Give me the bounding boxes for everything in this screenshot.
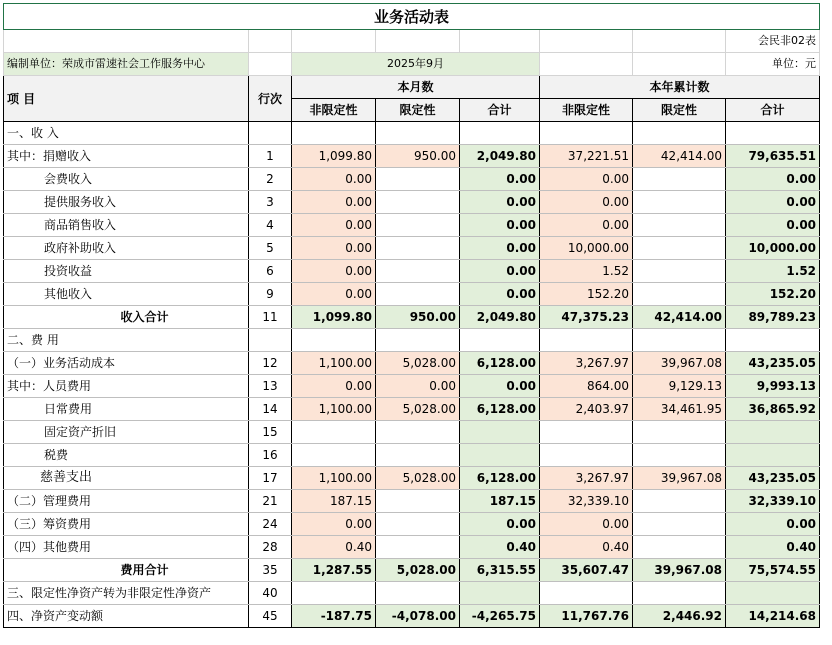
cell-month-restricted[interactable] <box>376 444 460 467</box>
row-line-no[interactable] <box>249 329 292 352</box>
row-line-no[interactable]: 24 <box>249 513 292 536</box>
cell-month-total[interactable]: 187.15 <box>460 490 540 513</box>
table-row <box>4 467 820 490</box>
cell-ytd-total[interactable]: 152.20 <box>726 283 820 306</box>
cell-ytd-restricted[interactable] <box>633 237 726 260</box>
cell-month-unrestricted[interactable]: 0.00 <box>292 513 376 536</box>
row-line-no[interactable]: 1 <box>249 145 292 168</box>
cell-month-unrestricted[interactable]: 0.00 <box>292 214 376 237</box>
cell-ytd-unrestricted[interactable]: 3,267.97 <box>540 467 633 490</box>
row-line-no[interactable]: 17 <box>249 467 292 490</box>
row-line-no[interactable]: 3 <box>249 191 292 214</box>
cell-month-unrestricted[interactable]: 187.15 <box>292 490 376 513</box>
cell[interactable] <box>633 30 726 53</box>
row-label[interactable]: （二）管理费用 <box>4 490 249 513</box>
cell-month-restricted[interactable] <box>376 122 460 145</box>
cell-ytd-total[interactable]: 79,635.51 <box>726 145 820 168</box>
header-ytd-unrestricted[interactable]: 非限定性 <box>540 99 633 122</box>
table-row <box>4 191 820 214</box>
table-row <box>4 536 820 559</box>
cell-month-total[interactable]: 0.00 <box>460 168 540 191</box>
cell-ytd-total[interactable] <box>726 122 820 145</box>
row-label[interactable]: （三）筹资费用 <box>4 513 249 536</box>
cell-month-total[interactable]: 6,128.00 <box>460 467 540 490</box>
cell-ytd-total[interactable]: 43,235.05 <box>726 352 820 375</box>
cell[interactable] <box>540 53 633 76</box>
cell-ytd-restricted[interactable] <box>633 191 726 214</box>
cell-ytd-restricted[interactable] <box>633 283 726 306</box>
cell-ytd-unrestricted[interactable]: 0.40 <box>540 536 633 559</box>
cell[interactable] <box>4 30 249 53</box>
cell-month-total[interactable]: 2,049.80 <box>460 306 540 329</box>
cell-ytd-restricted[interactable] <box>633 421 726 444</box>
cell-ytd-unrestricted[interactable] <box>540 444 633 467</box>
row-line-no[interactable]: 21 <box>249 490 292 513</box>
report-period[interactable]: 2025年9月 <box>292 53 540 76</box>
table-row <box>4 421 820 444</box>
cell-month-total[interactable]: 6,315.55 <box>460 559 540 582</box>
row-label[interactable]: 四、净资产变动额 <box>4 605 249 628</box>
cell-month-total[interactable]: 0.00 <box>460 260 540 283</box>
cell-month-total[interactable] <box>460 421 540 444</box>
table-row <box>4 375 820 398</box>
table-row <box>4 283 820 306</box>
cell-ytd-total[interactable]: 0.40 <box>726 536 820 559</box>
cell-ytd-restricted[interactable] <box>633 122 726 145</box>
table-row <box>4 237 820 260</box>
cell-month-restricted[interactable] <box>376 283 460 306</box>
cell-ytd-restricted[interactable]: 39,967.08 <box>633 559 726 582</box>
header-month-unrestricted[interactable]: 非限定性 <box>292 99 376 122</box>
cell-month-restricted[interactable]: -4,078.00 <box>376 605 460 628</box>
cell-ytd-unrestricted[interactable]: 0.00 <box>540 513 633 536</box>
cell-ytd-total[interactable] <box>726 329 820 352</box>
cell-ytd-unrestricted[interactable] <box>540 329 633 352</box>
cell-month-unrestricted[interactable] <box>292 329 376 352</box>
cell-ytd-total[interactable]: 0.00 <box>726 191 820 214</box>
cell-ytd-total[interactable] <box>726 421 820 444</box>
cell-ytd-restricted[interactable] <box>633 329 726 352</box>
cell-month-total[interactable]: 6,128.00 <box>460 352 540 375</box>
cell-ytd-unrestricted[interactable]: 37,221.51 <box>540 145 633 168</box>
cell-month-restricted[interactable]: 5,028.00 <box>376 559 460 582</box>
cell-month-total[interactable] <box>460 582 540 605</box>
cell-month-total[interactable]: 0.00 <box>460 513 540 536</box>
cell-month-total[interactable]: 0.00 <box>460 237 540 260</box>
cell-month-unrestricted[interactable]: 1,287.55 <box>292 559 376 582</box>
header-month-restricted[interactable]: 限定性 <box>376 99 460 122</box>
row-label[interactable]: （四）其他费用 <box>4 536 249 559</box>
table-row <box>4 260 820 283</box>
cell-month-restricted[interactable] <box>376 329 460 352</box>
cell-ytd-unrestricted[interactable]: 0.00 <box>540 191 633 214</box>
cell-month-unrestricted[interactable]: 0.00 <box>292 260 376 283</box>
header-item[interactable]: 项 目 <box>4 76 249 122</box>
header-month[interactable]: 本月数 <box>292 76 540 99</box>
form-code[interactable]: 会民非02表 <box>726 30 820 53</box>
row-line-no[interactable]: 28 <box>249 536 292 559</box>
row-line-no[interactable]: 12 <box>249 352 292 375</box>
row-label[interactable]: 其中：捐赠收入 <box>4 145 249 168</box>
cell-ytd-restricted[interactable] <box>633 513 726 536</box>
cell[interactable] <box>633 53 726 76</box>
cell-month-restricted[interactable] <box>376 168 460 191</box>
cell[interactable] <box>292 30 376 53</box>
table-row <box>4 352 820 375</box>
row-line-no[interactable]: 6 <box>249 260 292 283</box>
table-row <box>4 145 820 168</box>
row-label[interactable]: 会费收入 <box>4 168 249 191</box>
cell-month-restricted[interactable] <box>376 260 460 283</box>
row-label[interactable]: 其他收入 <box>4 283 249 306</box>
cell-ytd-total[interactable]: 9,993.13 <box>726 375 820 398</box>
cell-month-unrestricted[interactable]: 0.00 <box>292 191 376 214</box>
sheet-title[interactable]: 业务活动表 <box>4 4 820 30</box>
cell-ytd-restricted[interactable]: 42,414.00 <box>633 306 726 329</box>
header-ytd[interactable]: 本年累计数 <box>540 76 820 99</box>
cell-month-unrestricted[interactable] <box>292 444 376 467</box>
cell-ytd-restricted[interactable]: 42,414.00 <box>633 145 726 168</box>
cell-month-unrestricted[interactable]: 1,099.80 <box>292 306 376 329</box>
header-line-no[interactable]: 行次 <box>249 76 292 122</box>
row-label[interactable]: 日常费用 <box>4 398 249 421</box>
cell-month-restricted[interactable] <box>376 490 460 513</box>
cell-month-unrestricted[interactable]: 1,100.00 <box>292 467 376 490</box>
header-month-total[interactable]: 合计 <box>460 99 540 122</box>
cell-ytd-unrestricted[interactable]: 1.52 <box>540 260 633 283</box>
cell-month-total[interactable] <box>460 329 540 352</box>
cell-ytd-total[interactable]: 0.00 <box>726 513 820 536</box>
cell-month-unrestricted[interactable] <box>292 421 376 444</box>
cell-ytd-restricted[interactable]: 9,129.13 <box>633 375 726 398</box>
cell-month-total[interactable] <box>460 122 540 145</box>
table-row <box>4 559 820 582</box>
cell-ytd-unrestricted[interactable]: 2,403.97 <box>540 398 633 421</box>
table-row <box>4 122 820 145</box>
cell-month-total[interactable]: 6,128.00 <box>460 398 540 421</box>
cell-ytd-total[interactable]: 10,000.00 <box>726 237 820 260</box>
table-row <box>4 490 820 513</box>
cell-month-total[interactable]: 0.00 <box>460 375 540 398</box>
row-label[interactable]: 提供服务收入 <box>4 191 249 214</box>
cell-ytd-restricted[interactable] <box>633 536 726 559</box>
cell-ytd-restricted[interactable]: 39,967.08 <box>633 352 726 375</box>
header-ytd-restricted[interactable]: 限定性 <box>633 99 726 122</box>
row-label[interactable]: 税费 <box>4 444 249 467</box>
cell-ytd-restricted[interactable] <box>633 444 726 467</box>
cell-ytd-total[interactable] <box>726 582 820 605</box>
cell-ytd-restricted[interactable]: 2,446.92 <box>633 605 726 628</box>
row-label[interactable]: 二、费 用 <box>4 329 249 352</box>
table-row <box>4 214 820 237</box>
cell-ytd-unrestricted[interactable]: 35,607.47 <box>540 559 633 582</box>
cell-month-unrestricted[interactable]: -187.75 <box>292 605 376 628</box>
cell-ytd-restricted[interactable] <box>633 168 726 191</box>
cell-month-unrestricted[interactable]: 0.00 <box>292 375 376 398</box>
cell-month-unrestricted[interactable]: 0.00 <box>292 168 376 191</box>
cell-ytd-unrestricted[interactable] <box>540 582 633 605</box>
cell-month-restricted[interactable] <box>376 513 460 536</box>
cell-month-unrestricted[interactable]: 0.00 <box>292 237 376 260</box>
cell[interactable] <box>376 30 460 53</box>
row-line-no[interactable]: 35 <box>249 559 292 582</box>
cell-month-restricted[interactable] <box>376 214 460 237</box>
cell-month-restricted[interactable] <box>376 536 460 559</box>
table-row <box>4 582 820 605</box>
activity-statement-table <box>3 3 820 628</box>
cell[interactable] <box>249 30 292 53</box>
cell-ytd-total[interactable]: 0.00 <box>726 214 820 237</box>
cell-month-restricted[interactable]: 950.00 <box>376 145 460 168</box>
cell-ytd-total[interactable]: 1.52 <box>726 260 820 283</box>
row-label[interactable]: 费用合计 <box>4 559 249 582</box>
row-line-no[interactable]: 14 <box>249 398 292 421</box>
cell-ytd-unrestricted[interactable]: 0.00 <box>540 168 633 191</box>
cell-month-total[interactable] <box>460 444 540 467</box>
row-label[interactable]: 政府补助收入 <box>4 237 249 260</box>
row-line-no[interactable]: 45 <box>249 605 292 628</box>
row-line-no[interactable] <box>249 122 292 145</box>
cell-ytd-total[interactable]: 75,574.55 <box>726 559 820 582</box>
cell-month-restricted[interactable]: 5,028.00 <box>376 352 460 375</box>
cell-ytd-unrestricted[interactable]: 11,767.76 <box>540 605 633 628</box>
row-label[interactable]: （一）业务活动成本 <box>4 352 249 375</box>
cell-ytd-restricted[interactable] <box>633 260 726 283</box>
cell-month-unrestricted[interactable] <box>292 122 376 145</box>
header-ytd-total[interactable]: 合计 <box>726 99 820 122</box>
row-label[interactable]: 慈善支出 <box>4 467 249 490</box>
cell-ytd-total[interactable]: 14,214.68 <box>726 605 820 628</box>
cell-ytd-unrestricted[interactable]: 0.00 <box>540 214 633 237</box>
cell-ytd-total[interactable]: 36,865.92 <box>726 398 820 421</box>
cell-month-total[interactable]: 0.00 <box>460 214 540 237</box>
cell[interactable] <box>540 30 633 53</box>
cell-ytd-total[interactable]: 89,789.23 <box>726 306 820 329</box>
cell-month-restricted[interactable] <box>376 421 460 444</box>
cell-month-total[interactable]: 2,049.80 <box>460 145 540 168</box>
row-label[interactable]: 一、收 入 <box>4 122 249 145</box>
row-line-no[interactable]: 11 <box>249 306 292 329</box>
cell-month-unrestricted[interactable] <box>292 582 376 605</box>
unit-name[interactable]: 编制单位：荣成市雷速社会工作服务中心 <box>4 53 249 76</box>
row-label[interactable]: 三、限定性净资产转为非限定性净资产 <box>4 582 249 605</box>
cell-month-total[interactable]: -4,265.75 <box>460 605 540 628</box>
table-row <box>4 444 820 467</box>
cell-month-unrestricted[interactable]: 0.40 <box>292 536 376 559</box>
cell-ytd-unrestricted[interactable]: 47,375.23 <box>540 306 633 329</box>
cell-month-restricted[interactable] <box>376 191 460 214</box>
cell-month-restricted[interactable]: 950.00 <box>376 306 460 329</box>
cell-ytd-unrestricted[interactable]: 3,267.97 <box>540 352 633 375</box>
cell[interactable] <box>460 30 540 53</box>
cell-month-unrestricted[interactable]: 1,099.80 <box>292 145 376 168</box>
cell-ytd-restricted[interactable]: 34,461.95 <box>633 398 726 421</box>
cell-ytd-total[interactable] <box>726 444 820 467</box>
row-label[interactable]: 投资收益 <box>4 260 249 283</box>
row-line-no[interactable]: 5 <box>249 237 292 260</box>
cell-month-restricted[interactable]: 0.00 <box>376 375 460 398</box>
cell-month-restricted[interactable] <box>376 237 460 260</box>
cell-ytd-unrestricted[interactable]: 152.20 <box>540 283 633 306</box>
cell-month-restricted[interactable] <box>376 582 460 605</box>
table-row <box>4 605 820 628</box>
cell-ytd-total[interactable]: 0.00 <box>726 168 820 191</box>
table-row <box>4 329 820 352</box>
cell-ytd-unrestricted[interactable]: 864.00 <box>540 375 633 398</box>
row-label[interactable]: 收入合计 <box>4 306 249 329</box>
row-line-no[interactable]: 4 <box>249 214 292 237</box>
table-row <box>4 513 820 536</box>
row-line-no[interactable]: 13 <box>249 375 292 398</box>
cell-month-restricted[interactable]: 5,028.00 <box>376 467 460 490</box>
row-line-no[interactable]: 2 <box>249 168 292 191</box>
row-line-no[interactable]: 40 <box>249 582 292 605</box>
cell-ytd-restricted[interactable] <box>633 582 726 605</box>
cell-ytd-restricted[interactable] <box>633 490 726 513</box>
cell-ytd-total[interactable]: 43,235.05 <box>726 467 820 490</box>
cell-month-total[interactable]: 0.00 <box>460 283 540 306</box>
row-label[interactable]: 其中：人员费用 <box>4 375 249 398</box>
cell-ytd-unrestricted[interactable]: 10,000.00 <box>540 237 633 260</box>
cell-ytd-unrestricted[interactable] <box>540 122 633 145</box>
row-line-no[interactable]: 9 <box>249 283 292 306</box>
table-row <box>4 306 820 329</box>
cell-ytd-unrestricted[interactable]: 32,339.10 <box>540 490 633 513</box>
cell-month-unrestricted[interactable]: 1,100.00 <box>292 352 376 375</box>
cell-month-total[interactable]: 0.40 <box>460 536 540 559</box>
cell-ytd-restricted[interactable]: 39,967.08 <box>633 467 726 490</box>
cell-ytd-restricted[interactable] <box>633 214 726 237</box>
cell-month-unrestricted[interactable]: 1,100.00 <box>292 398 376 421</box>
cell-month-total[interactable]: 0.00 <box>460 191 540 214</box>
cell-ytd-unrestricted[interactable] <box>540 421 633 444</box>
table-row <box>4 398 820 421</box>
row-line-no[interactable]: 15 <box>249 421 292 444</box>
cell-month-unrestricted[interactable]: 0.00 <box>292 283 376 306</box>
row-label[interactable]: 商品销售收入 <box>4 214 249 237</box>
table-row <box>4 168 820 191</box>
cell[interactable] <box>249 53 292 76</box>
row-label[interactable]: 固定资产折旧 <box>4 421 249 444</box>
cell-month-restricted[interactable]: 5,028.00 <box>376 398 460 421</box>
currency-unit[interactable]: 单位：元 <box>726 53 820 76</box>
cell-ytd-total[interactable]: 32,339.10 <box>726 490 820 513</box>
row-line-no[interactable]: 16 <box>249 444 292 467</box>
